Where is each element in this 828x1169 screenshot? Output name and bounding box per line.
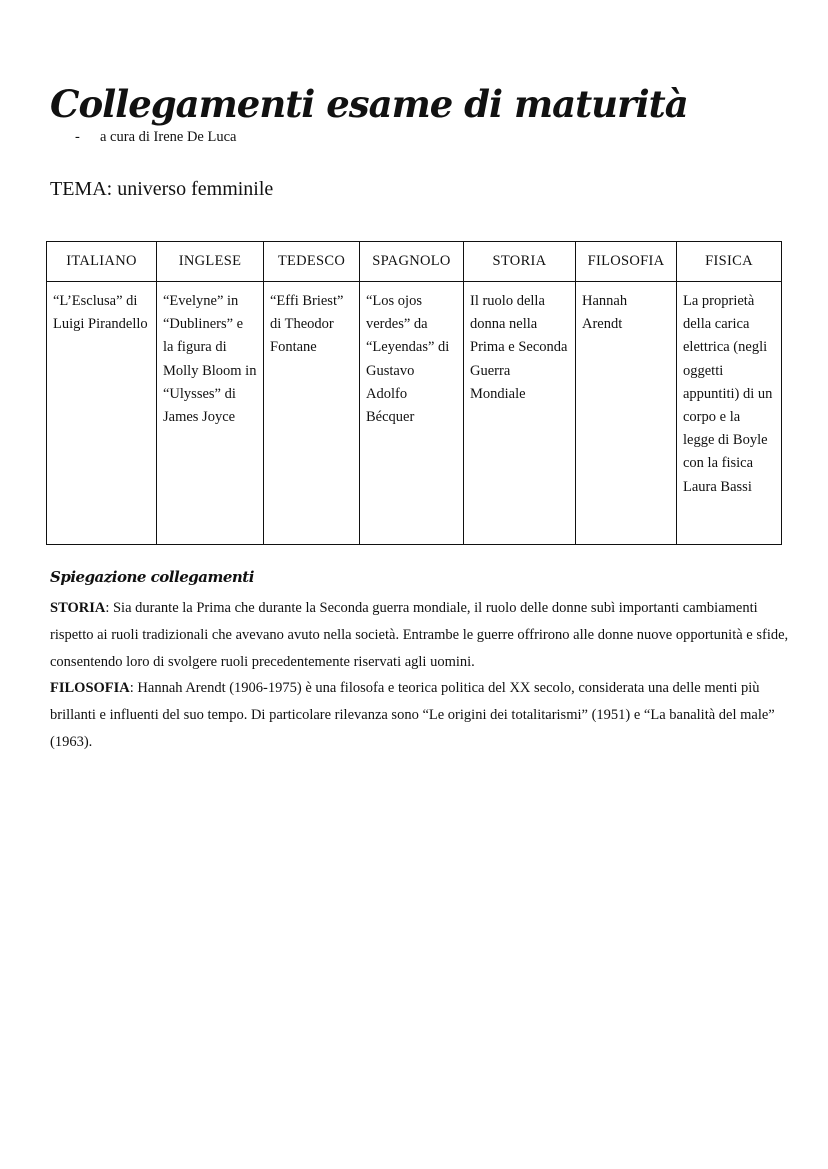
table-cell: Il ruolo della donna nella Prima e Seconda Guerra Mondiale [464, 282, 576, 545]
column-header: INGLESE [157, 242, 264, 282]
table-cell: “Evelyne” in “Dubliners” e la figura di Molly Bloom in “Ulysses” di James Joyce [157, 282, 264, 545]
explanation-heading: Spiegazione collegamenti [50, 568, 254, 586]
page-title: Collegamenti esame di maturità [50, 82, 688, 126]
paragraph-text: : Hannah Arendt (1906-1975) è una filosofa e teorica politica del XX secolo, considerata una delle menti più brillanti e influenti del suo tempo. Di particolare rilevanza sono “Le origini dei totalitarismi” (1951) e “La banalità del male” (1963). [50, 680, 775, 750]
list-dash: - [75, 129, 80, 145]
author: a cura di Irene De Luca [100, 129, 237, 145]
column-header: SPAGNOLO [360, 242, 464, 282]
explanation-paragraph [50, 595, 790, 675]
table-header-row [47, 242, 782, 282]
table-cell: Hannah Arendt [576, 282, 677, 545]
column-header: STORIA [464, 242, 576, 282]
table-cell: “Effi Briest” di Theodor Fontane [264, 282, 360, 545]
table-cell: “Los ojos verdes” da “Leyendas” di Gustavo Adolfo Bécquer [360, 282, 464, 545]
explanation-body [50, 595, 790, 756]
table-cell: La proprietà della carica elettrica (negli oggetti appuntiti) di un corpo e la legge di Boyle con la fisica Laura Bassi [677, 282, 782, 545]
theme-heading: TEMA: universo femminile [50, 178, 274, 200]
paragraph-label: FILOSOFIA [50, 680, 130, 697]
column-header: FILOSOFIA [576, 242, 677, 282]
links-table [46, 241, 782, 545]
paragraph-text: : Sia durante la Prima che durante la Seconda guerra mondiale, il ruolo delle donne subì importanti cambiamenti rispetto ai ruoli tradizionali che avevano avuto nella società. Entrambe le guerre offrirono alle donne nuove opportunità e sfide, consentendo loro di svolgere ruoli precedentemente riservati agli uomini. [50, 600, 789, 670]
table-cell: “L’Esclusa” di Luigi Pirandello [47, 282, 157, 545]
explanation-paragraph [50, 675, 790, 755]
column-header: FISICA [677, 242, 782, 282]
author-line [75, 129, 236, 146]
column-header: ITALIANO [47, 242, 157, 282]
column-header: TEDESCO [264, 242, 360, 282]
paragraph-label: STORIA [50, 600, 106, 616]
table-row [47, 282, 782, 545]
